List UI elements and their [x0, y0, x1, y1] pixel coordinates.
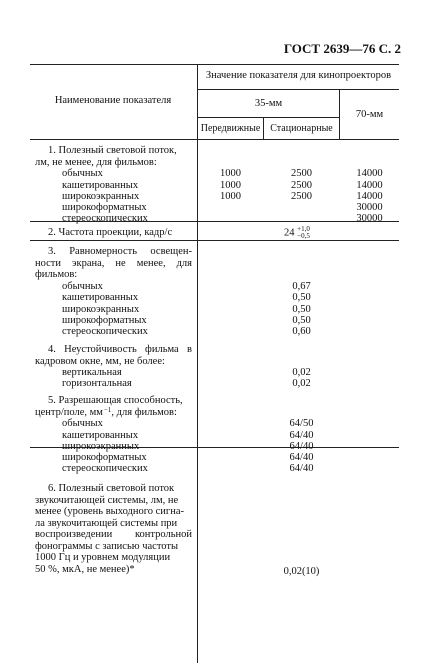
- column-header-name: Наименование показателя: [54, 95, 172, 106]
- s1-item-5: стереоскопических: [62, 213, 148, 224]
- s6-title-line-2: звукочитающей системы, лм, не: [35, 495, 179, 506]
- s5-title-line-1: 5. Разрешающая способность,: [48, 395, 183, 406]
- s6-title-line-3: менее (уровень выходного сигна-: [35, 506, 185, 517]
- s1-item-1: обычных: [62, 168, 103, 179]
- header-bottom-rule: [30, 139, 399, 140]
- s3-item-1: обычных: [62, 281, 103, 292]
- column-header-70mm: 70-мм: [355, 109, 384, 120]
- s1-mobile-2: 1000: [220, 180, 241, 191]
- s6-value: 0,02(10): [283, 566, 320, 577]
- s4-value-1: 0,02: [292, 367, 311, 378]
- s1-stationary-3: 2500: [291, 191, 312, 202]
- s1-70mm-5: 30000: [356, 213, 383, 224]
- s5-title-line-2: [35, 407, 177, 419]
- s1-item-3: широкоэкранных: [62, 191, 140, 202]
- s2-value-main: 24: [284, 227, 295, 239]
- s3-item-3: широкоэкранных: [62, 304, 140, 315]
- s4-value-2: 0,02: [292, 378, 311, 389]
- s5-value-5: 64/40: [289, 463, 314, 474]
- s5-value-1: 64/50: [289, 418, 314, 429]
- s5-title-exponent: −1: [103, 406, 112, 414]
- s1-item-4: широкоформатных: [62, 202, 147, 213]
- s1-70mm-3: 14000: [356, 191, 383, 202]
- s5-title-tail: , для фильмов:: [111, 407, 177, 418]
- s2-tolerance-minus: −0,5: [297, 232, 310, 240]
- s6-title-line-8: 50 %, мкА, не менее)*: [35, 564, 135, 575]
- s6-title-line-7: 1000 Гц и уровнем модуляции: [35, 552, 171, 563]
- s4-item-1: вертикальная: [62, 367, 122, 378]
- s5-item-1: обычных: [62, 418, 103, 429]
- s5-item-3: широкоэкранных: [62, 441, 140, 452]
- s1-item-2: кашетированных: [62, 180, 139, 191]
- s3-value-5: 0,60: [292, 326, 311, 337]
- table-top-rule: [30, 64, 399, 65]
- row-rule-2: [30, 240, 399, 241]
- s1-mobile-1: 1000: [220, 168, 241, 179]
- s3-title-line-2: ности экрана, не менее, для: [35, 258, 192, 269]
- column-header-stationary: Стационарные: [270, 123, 333, 134]
- s2-tolerance-plus: +1,0: [297, 225, 310, 233]
- s1-70mm-2: 14000: [356, 180, 383, 191]
- s2-title: 2. Частота проекции, кадр/с: [48, 227, 173, 238]
- s1-title-line-1: 1. Полезный световой поток,: [48, 145, 177, 156]
- s6-title-line-1: 6. Полезный световой поток: [48, 483, 175, 494]
- sub35-header-rule: [197, 117, 339, 118]
- s3-value-4: 0,50: [292, 315, 311, 326]
- s1-title-line-2: лм, не менее, для фильмов:: [35, 157, 157, 168]
- column-header-value: Значение показателя для кинопроекторов: [205, 70, 392, 81]
- column-header-35mm: 35-мм: [254, 98, 283, 109]
- col-divider-1: [197, 64, 198, 663]
- s3-value-3: 0,50: [292, 304, 311, 315]
- column-header-mobile: Передвижные: [200, 123, 261, 134]
- s3-value-2: 0,50: [292, 292, 311, 303]
- s2-value: [284, 226, 310, 240]
- s1-stationary-1: 2500: [291, 168, 312, 179]
- s3-title-line-1: 3. Равномерность освещен-: [48, 246, 192, 257]
- s5-item-5: стереоскопических: [62, 463, 148, 474]
- s5-value-4: 64/40: [289, 452, 314, 463]
- s3-item-2: кашетированных: [62, 292, 139, 303]
- s1-stationary-2: 2500: [291, 180, 312, 191]
- s3-value-1: 0,67: [292, 281, 311, 292]
- s1-70mm-4: 30000: [356, 202, 383, 213]
- s3-item-5: стереоскопических: [62, 326, 148, 337]
- s4-item-2: горизонтальная: [62, 378, 132, 389]
- s5-value-2: 64/40: [289, 430, 314, 441]
- s4-title-line-2: кадровом окне, мм, не более:: [35, 356, 165, 367]
- s1-mobile-3: 1000: [220, 191, 241, 202]
- s6-title-line-5: воспроизведении контрольной: [35, 529, 192, 540]
- s5-title-unit: центр/поле, мм: [35, 407, 103, 418]
- s5-item-4: широкоформатных: [62, 452, 147, 463]
- s3-title-line-3: фильмов:: [35, 269, 78, 280]
- s5-item-2: кашетированных: [62, 430, 139, 441]
- s3-item-4: широкоформатных: [62, 315, 147, 326]
- value-header-rule: [197, 89, 399, 90]
- s6-title-line-4: ла звукочитающей системы при: [35, 518, 178, 529]
- s5-value-3: 64/40: [289, 441, 314, 452]
- s6-title-line-6: фонограммы с записью частоты: [35, 541, 179, 552]
- document-header: ГОСТ 2639—76 С. 2: [283, 41, 401, 56]
- s4-title-line-1: 4. Неустойчивость фильма в: [48, 344, 192, 355]
- s1-70mm-1: 14000: [356, 168, 383, 179]
